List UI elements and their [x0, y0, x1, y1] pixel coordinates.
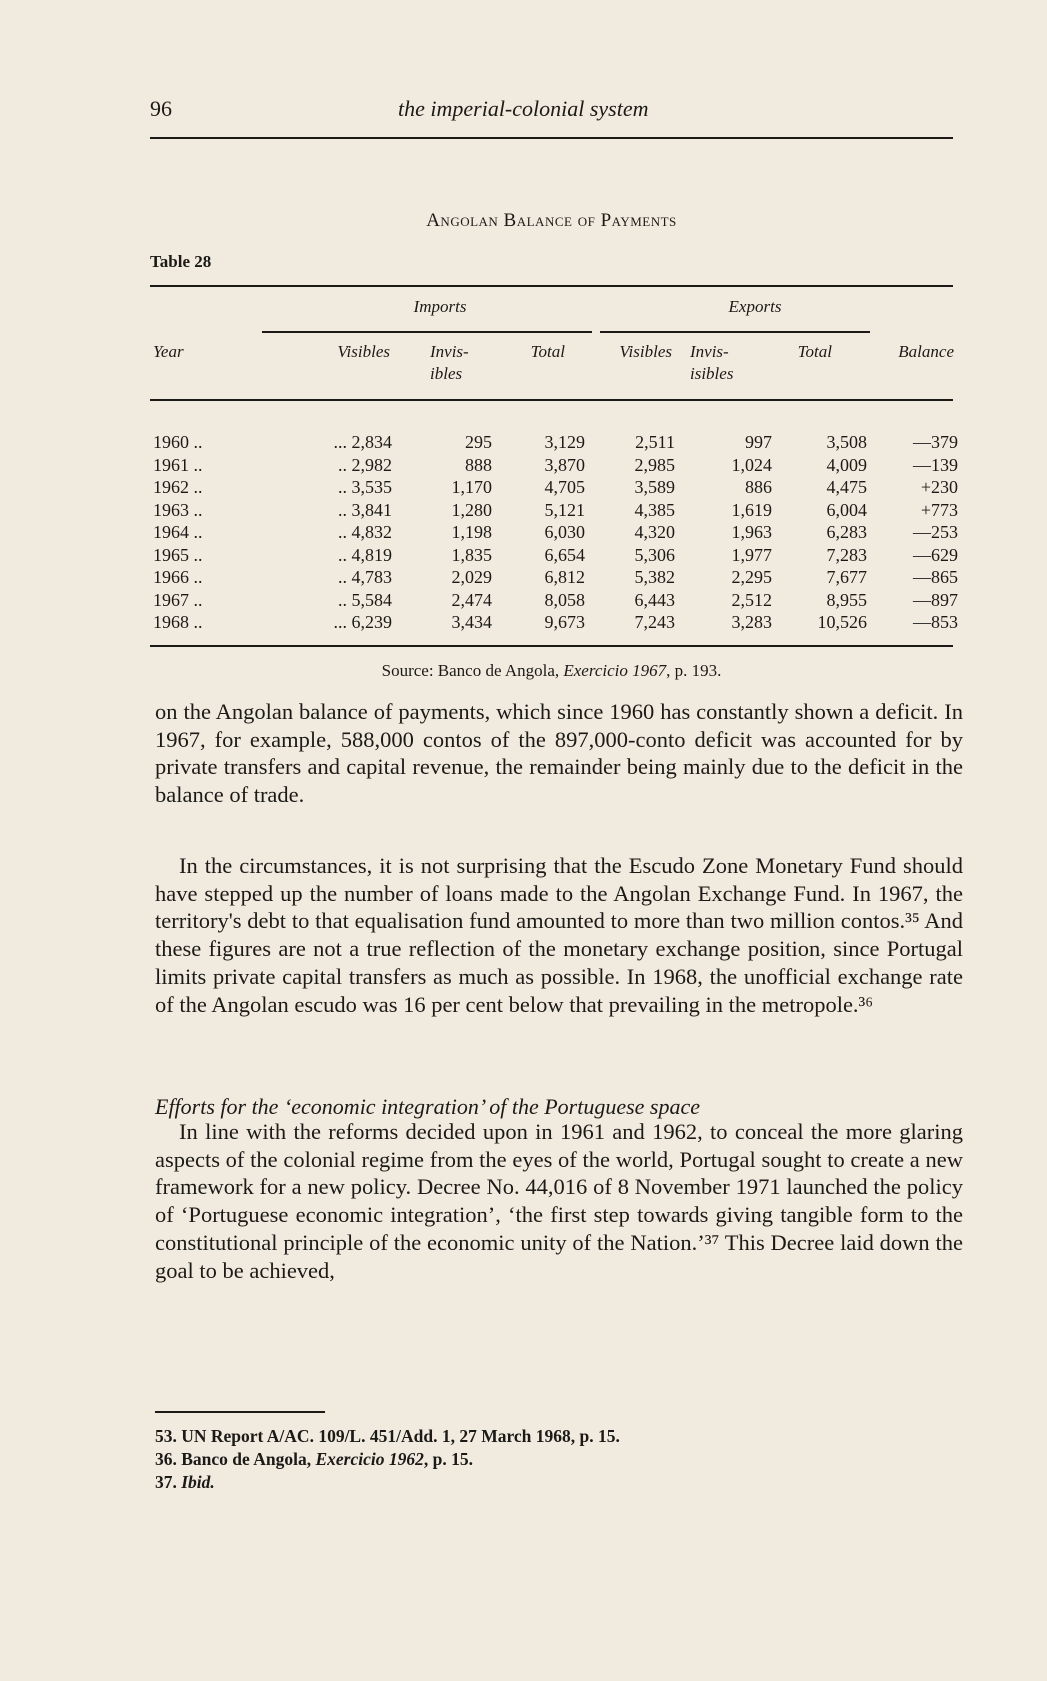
- cell-imp-visibles: .. 2,982: [338, 454, 392, 475]
- header-rule: [150, 137, 953, 139]
- table-header-rule: [150, 399, 953, 401]
- cell-exp-visibles: 6,443: [634, 589, 675, 610]
- cell-exp-total: 7,283: [826, 544, 867, 565]
- cell-balance: —139: [913, 454, 958, 475]
- cell-imp-invisibles: 3,434: [451, 612, 492, 632]
- cell-year: 1968 ..: [153, 612, 203, 632]
- page-number: 96: [150, 96, 172, 121]
- cell-exp-total: 6,283: [826, 522, 867, 542]
- cell-exp-total: 3,508: [826, 432, 867, 452]
- col-head-imp-visibles: Visibles: [337, 342, 390, 361]
- section-heading: Efforts for the ‘economic integration’ of the Portuguese space: [155, 1094, 701, 1119]
- paragraph-1: on the Angolan balance of payments, which since 1960 has constantly shown a deficit. In 1967, for example, 588,000 contos of the 897,000-conto deficit was accounted for by private transfers and capital revenue, the remainder being mainly due to the deficit in the balance of trade.: [155, 699, 963, 808]
- col-head-imp-invisibles: Invis- ibles: [430, 342, 469, 383]
- cell-imp-visibles: .. 4,819: [338, 544, 392, 565]
- table-bottom-rule: [150, 645, 953, 647]
- cell-balance: —379: [913, 432, 958, 452]
- source-prefix: Source: Banco de Angola,: [381, 661, 564, 680]
- cell-imp-total: 6,654: [544, 544, 585, 565]
- table-source: [150, 661, 953, 681]
- cell-exp-visibles: 4,385: [634, 499, 675, 520]
- footnote: [155, 1471, 620, 1494]
- cell-exp-invisibles: 1,024: [731, 454, 772, 475]
- cell-imp-invisibles: 295: [465, 432, 492, 452]
- cell-imp-invisibles: 1,198: [451, 522, 492, 542]
- cell-imp-visibles: .. 4,832: [338, 522, 392, 542]
- cell-exp-total: 6,004: [826, 499, 867, 520]
- cell-imp-visibles: .. 3,535: [338, 477, 392, 497]
- footnotes: [155, 1425, 620, 1494]
- footnote-italic: Exercicio 1962: [315, 1449, 424, 1469]
- cell-imp-invisibles: 1,835: [451, 544, 492, 565]
- cell-year: 1965 ..: [153, 544, 203, 565]
- cell-exp-total: 7,677: [826, 567, 867, 587]
- cell-exp-visibles: 2,511: [635, 432, 675, 452]
- paragraph-3-text: In line with the reforms decided upon in 1961 and 1962, to conceal the more glaring aspects of the colonial regime from the eyes of the world, Portugal sought to create a new framework for a new policy. Decree No. 44,016 of 8 November 1971 launched the policy of ‘Portuguese economic integration’, ‘the first step towards giving tangible form to the constitutional principle of the economic unity of the Nation.’³⁷ This Decree laid down the goal to be achieved,: [155, 1119, 963, 1283]
- paragraph-2: [155, 852, 963, 1018]
- cell-imp-invisibles: 888: [465, 454, 492, 475]
- footnote-number: 37.: [155, 1472, 177, 1492]
- cell-balance: +773: [920, 499, 958, 520]
- cell-exp-visibles: 7,243: [634, 612, 675, 632]
- col-head-exp-visibles: Visibles: [619, 342, 672, 361]
- cell-exp-visibles: 3,589: [634, 477, 675, 497]
- footnote: [155, 1425, 620, 1448]
- col-head-year: Year: [153, 342, 184, 361]
- cell-imp-total: 9,673: [544, 612, 585, 632]
- cell-imp-total: 4,705: [544, 477, 585, 497]
- cell-year: 1960 ..: [153, 432, 203, 452]
- cell-imp-total: 6,812: [544, 567, 585, 587]
- cell-year: 1964 ..: [153, 522, 203, 542]
- footnote-text: Banco de Angola,: [181, 1449, 316, 1469]
- cell-balance: —853: [913, 612, 958, 632]
- footnote-text: UN Report A/AC. 109/L. 451/Add. 1, 27 March 1968, p. 15.: [181, 1426, 620, 1446]
- cell-exp-visibles: 4,320: [634, 522, 675, 542]
- cell-imp-visibles: .. 4,783: [338, 567, 392, 587]
- cell-exp-total: 8,955: [826, 589, 867, 610]
- source-suffix: , p. 193.: [666, 661, 722, 680]
- cell-imp-invisibles: 2,474: [451, 589, 492, 610]
- cell-exp-invisibles: 2,512: [731, 589, 772, 610]
- source-work: Exercicio 1967: [563, 661, 667, 680]
- cell-exp-invisibles: 3,283: [731, 612, 772, 632]
- cell-imp-total: 8,058: [544, 589, 585, 610]
- col-head-exp-total: Total: [797, 342, 832, 361]
- running-head: the imperial-colonial system: [398, 96, 649, 121]
- cell-balance: —253: [913, 522, 958, 542]
- cell-exp-visibles: 2,985: [634, 454, 675, 475]
- imports-group-label: Imports: [413, 297, 467, 316]
- cell-imp-invisibles: 1,170: [451, 477, 492, 497]
- cell-year: 1961 ..: [153, 454, 203, 475]
- cell-imp-invisibles: 2,029: [451, 567, 492, 587]
- cell-exp-total: 4,475: [826, 477, 867, 497]
- footnote: [155, 1448, 620, 1471]
- cell-exp-invisibles: 886: [745, 477, 772, 497]
- cell-imp-total: 3,870: [544, 454, 585, 475]
- cell-balance: —897: [913, 589, 958, 610]
- cell-imp-visibles: .. 5,584: [338, 589, 392, 610]
- table-label: Table 28: [150, 252, 212, 271]
- cell-imp-visibles: .. 3,841: [338, 499, 392, 520]
- cell-balance: —865: [913, 567, 958, 587]
- cell-balance: —629: [913, 544, 958, 565]
- cell-exp-invisibles: 1,977: [731, 544, 772, 565]
- running-header: [150, 96, 953, 126]
- cell-year: 1966 ..: [153, 567, 203, 587]
- col-head-balance: Balance: [898, 342, 954, 361]
- cell-balance: +230: [920, 477, 958, 497]
- cell-imp-total: 3,129: [544, 432, 585, 452]
- footnote-number: 53.: [155, 1426, 177, 1446]
- table-top-rule: [150, 285, 953, 287]
- col-head-exp-invisibles: Invis- isibles: [690, 342, 734, 383]
- imports-group-rule: [262, 331, 592, 333]
- cell-exp-total: 10,526: [817, 612, 867, 632]
- col-head-imp-total: Total: [530, 342, 565, 361]
- cell-exp-visibles: 5,306: [634, 544, 675, 565]
- cell-imp-invisibles: 1,280: [451, 499, 492, 520]
- footnote-italic: Ibid.: [181, 1472, 215, 1492]
- footnote-rule: [155, 1411, 325, 1413]
- cell-imp-total: 6,030: [544, 522, 585, 542]
- cell-exp-invisibles: 2,295: [731, 567, 772, 587]
- cell-imp-visibles: ... 2,834: [333, 432, 392, 452]
- cell-imp-visibles: ... 6,239: [333, 612, 392, 632]
- cell-exp-visibles: 5,382: [634, 567, 675, 587]
- exports-group-rule: [600, 331, 870, 333]
- paragraph-2-text: In the circumstances, it is not surprising that the Escudo Zone Monetary Fund should have stepped up the number of loans made to the Angolan Exchange Fund. In 1967, the territory's debt to that equalisation fund amounted to more than two million contos.³⁵ And these figures are not a true reflection of the monetary exchange position, since Portugal limits private capital transfers as much as possible. In 1968, the unofficial exchange rate of the Angolan escudo was 16 per cent below that prevailing in the metropole.³⁶: [155, 853, 963, 1017]
- cell-year: 1962 ..: [153, 477, 203, 497]
- paragraph-3: [155, 1118, 963, 1284]
- exports-group-label: Exports: [728, 297, 782, 316]
- footnote-number: 36.: [155, 1449, 177, 1469]
- cell-exp-invisibles: 997: [745, 432, 772, 452]
- cell-year: 1963 ..: [153, 499, 203, 520]
- footnote-after: , p. 15.: [423, 1449, 473, 1469]
- cell-exp-invisibles: 1,619: [731, 499, 772, 520]
- cell-imp-total: 5,121: [544, 499, 585, 520]
- table-title: Angolan Balance of Payments: [426, 210, 677, 231]
- cell-exp-total: 4,009: [826, 454, 867, 475]
- cell-exp-invisibles: 1,963: [731, 522, 772, 542]
- cell-year: 1967 ..: [153, 589, 203, 610]
